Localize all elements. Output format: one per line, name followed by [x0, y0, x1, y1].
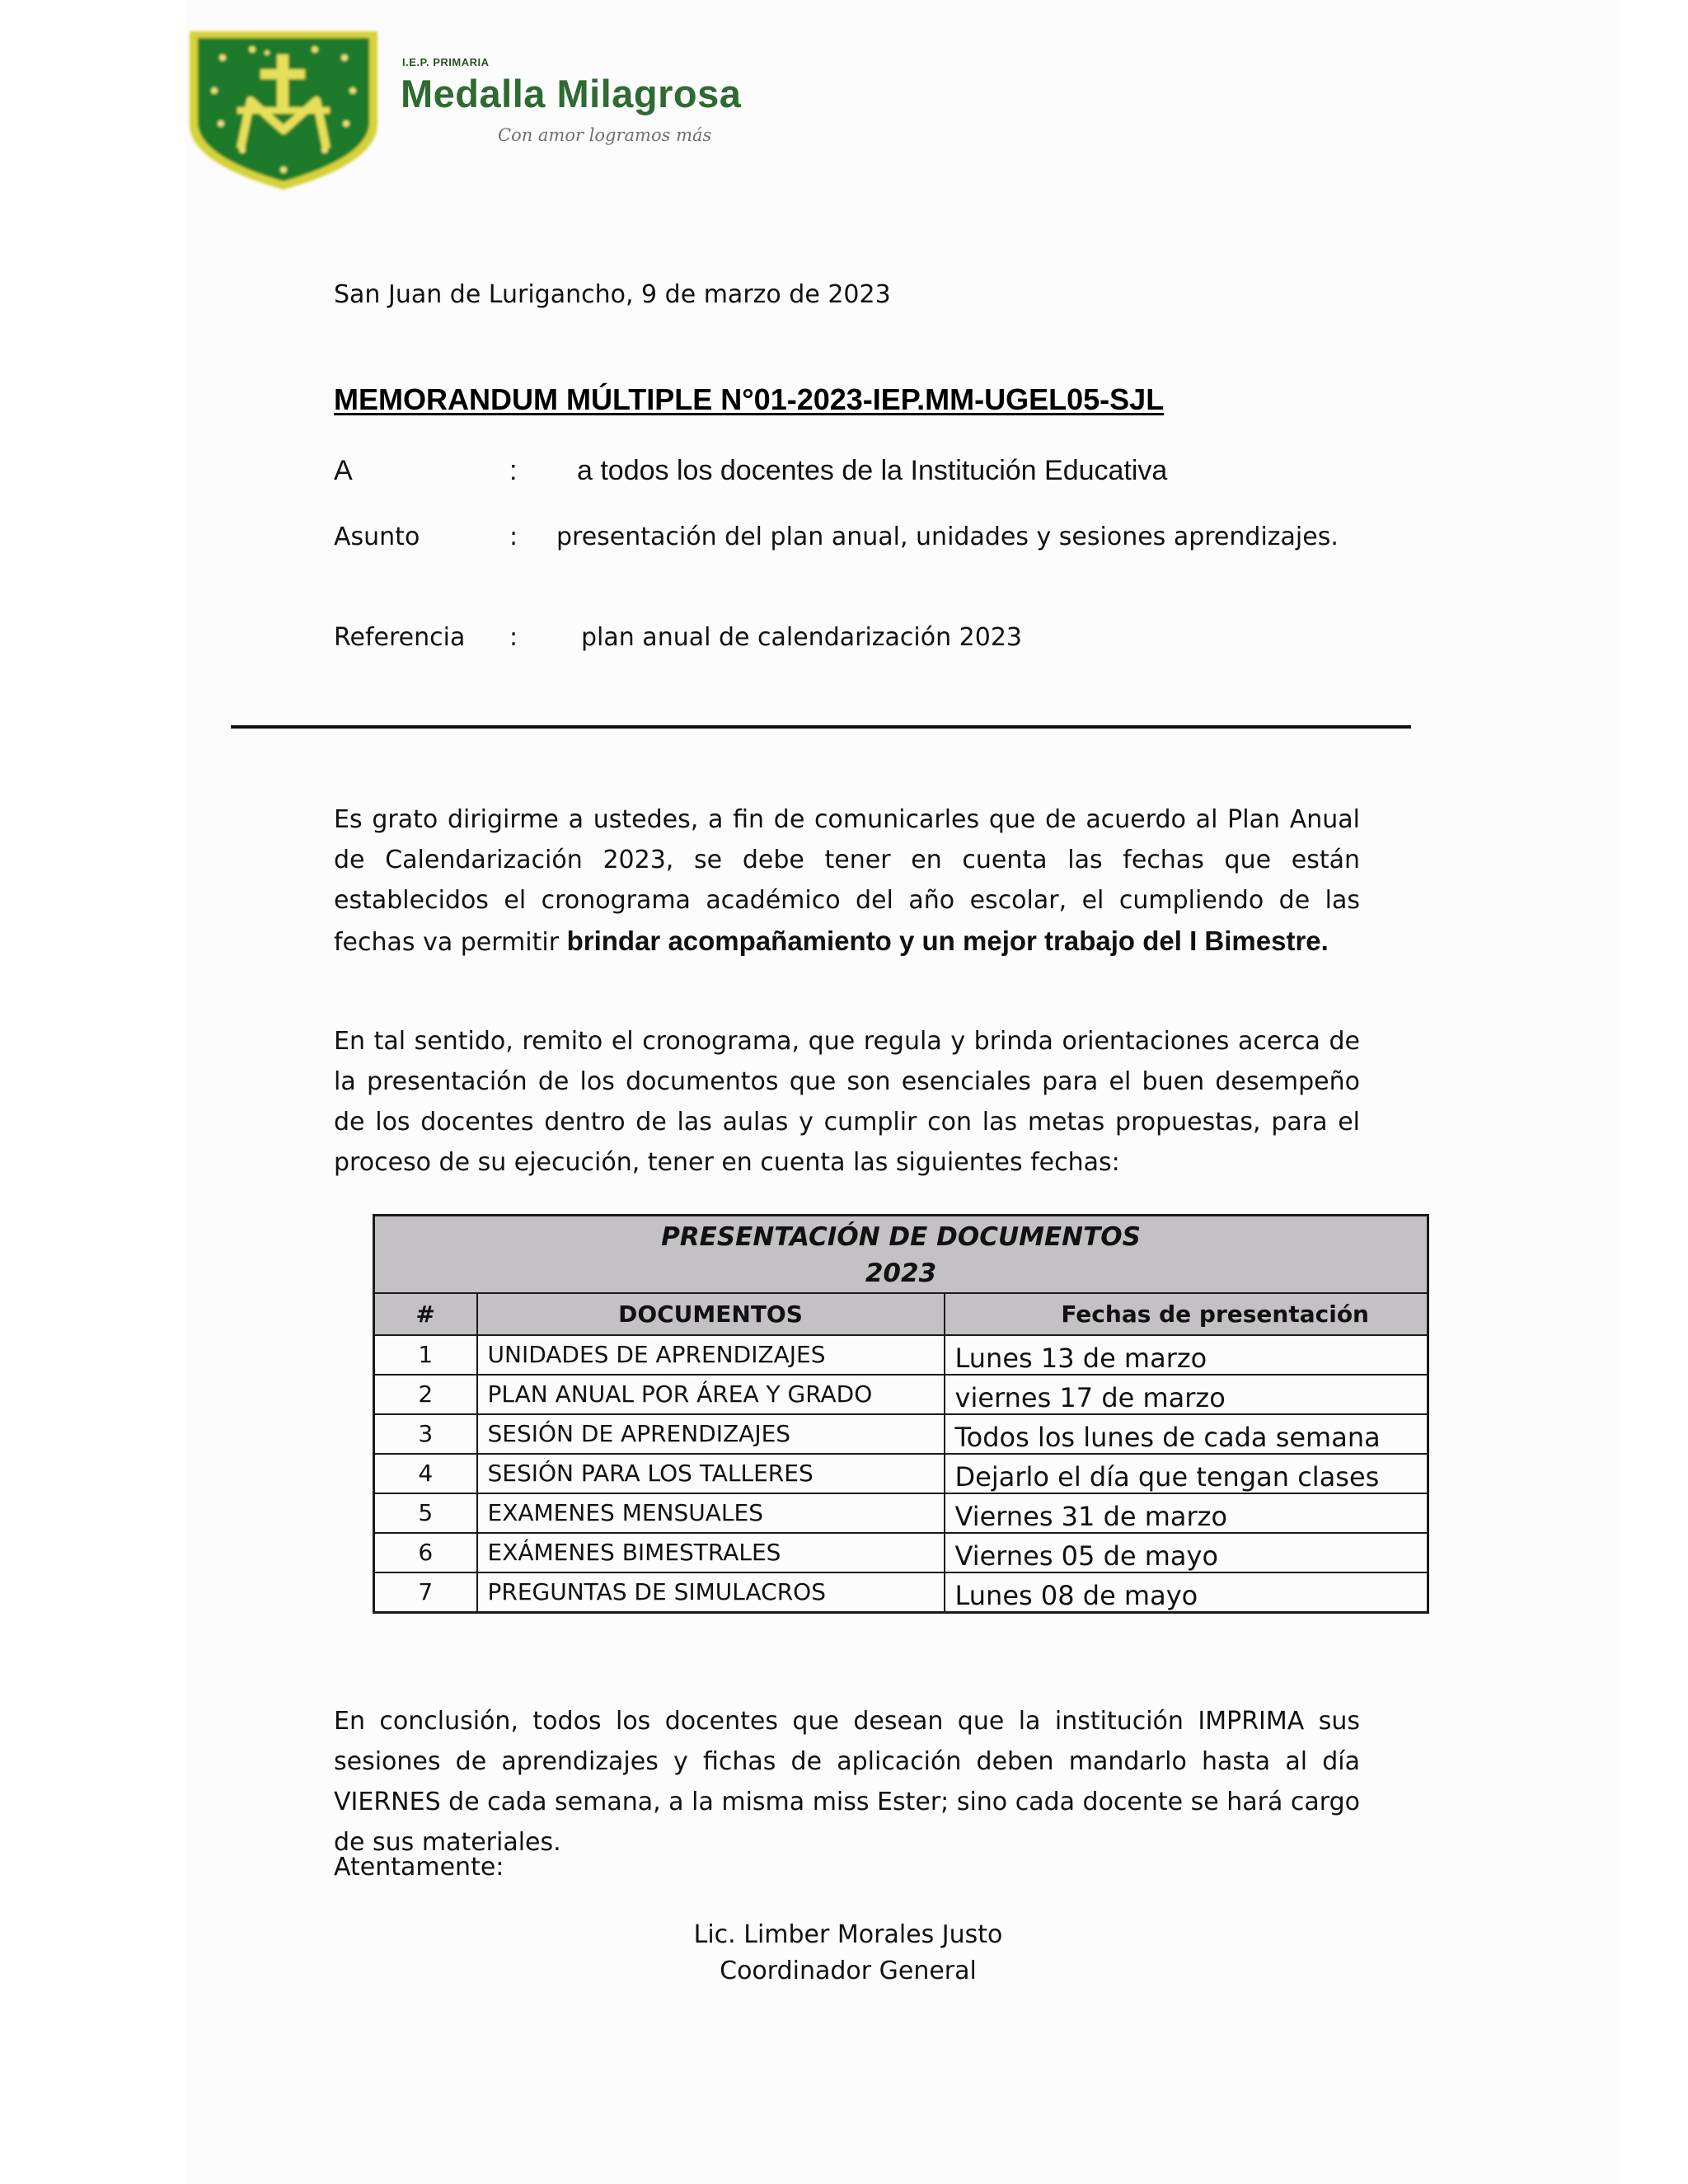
- row-number: 2: [374, 1375, 477, 1414]
- date-line: San Juan de Lurigancho, 9 de marzo de 2023: [334, 280, 891, 309]
- row-document: SESIÓN PARA LOS TALLERES: [477, 1454, 945, 1493]
- table-row: [374, 1533, 1428, 1572]
- row-number: 3: [374, 1414, 477, 1454]
- field-value-referencia: plan anual de calendarización 2023: [581, 623, 1023, 652]
- paragraph-schedule: En tal sentido, remito el cronograma, que regula y brinda orientaciones acerca de la presentación de los documentos que son esenciales para el buen desempeño de los docentes dentro de las aulas y cumplir con las metas propuestas, para el proceso de su ejecución, tener en cuenta las siguientes fechas:: [334, 1027, 1360, 1177]
- row-number: 5: [374, 1493, 477, 1533]
- school-motto: Con amor logramos más: [498, 125, 712, 145]
- paragraph-intro-bold: brindar acompañamiento y un mejor trabajo del I Bimestre.: [566, 926, 1329, 956]
- row-date: Lunes 13 de marzo: [945, 1335, 1428, 1375]
- closing-line: Atentamente:: [334, 1853, 504, 1882]
- row-date: Viernes 31 de marzo: [945, 1493, 1428, 1533]
- field-colon-asunto: :: [509, 523, 518, 551]
- table-row: [374, 1375, 1428, 1414]
- table-row: [374, 1454, 1428, 1493]
- row-document: EXAMENES MENSUALES: [477, 1493, 945, 1533]
- table-row: [374, 1493, 1428, 1533]
- table-title-line1: PRESENTACIÓN DE DOCUMENTOS: [661, 1221, 1141, 1252]
- field-label-asunto: Asunto: [334, 523, 420, 551]
- logo-subtitle: I.E.P. PRIMARIA: [402, 56, 490, 68]
- row-number: 7: [374, 1572, 477, 1613]
- row-document: UNIDADES DE APRENDIZAJES: [477, 1335, 945, 1375]
- table-row: [374, 1572, 1428, 1613]
- field-colon-a: :: [509, 455, 518, 486]
- column-header-documents: DOCUMENTOS: [477, 1293, 945, 1335]
- row-document: PLAN ANUAL POR ÁREA Y GRADO: [477, 1375, 945, 1414]
- field-label-referencia: Referencia: [334, 623, 466, 652]
- row-document: PREGUNTAS DE SIMULACROS: [477, 1572, 945, 1613]
- row-document: SESIÓN DE APRENDIZAJES: [477, 1414, 945, 1454]
- table-row: [374, 1335, 1428, 1375]
- paragraph-intro-text: Es grato dirigirme a ustedes, a fin de comunicarles que de acuerdo al Plan Anual de Calendarización 2023, se debe tener en cuenta las fechas que están establecidos el cronograma académico del año escolar, el cumpliendo de las fechas va permitir: [334, 805, 1360, 957]
- paragraph-conclusion: En conclusión, todos los docentes que desean que la institución IMPRIMA sus sesiones de aprendizajes y fichas de aplicación deben mandarlo hasta al día VIERNES de cada semana, a la misma miss Ester; sino cada docente se hará cargo de sus materiales.: [334, 1707, 1361, 1857]
- column-header-number: #: [374, 1293, 477, 1335]
- row-date: Dejarlo el día que tengan clases: [945, 1454, 1428, 1493]
- field-label-a: A: [334, 455, 353, 486]
- table-row: [374, 1414, 1428, 1454]
- paragraph-intro: [334, 799, 1360, 963]
- school-name: Medalla Milagrosa: [401, 72, 742, 115]
- table-title: [374, 1216, 1428, 1293]
- horizontal-rule: [231, 725, 1411, 729]
- table-header-row: [374, 1293, 1428, 1335]
- memo-title: MEMORANDUM MÚLTIPLE N°01-2023-IEP.MM-UGEL05-SJL: [334, 382, 1165, 416]
- field-value-a: a todos los docentes de la Institución Educativa: [577, 455, 1168, 486]
- signature-role: Coordinador General: [720, 1957, 977, 1985]
- table-title-line2: 2023: [865, 1258, 937, 1288]
- row-date: Lunes 08 de mayo: [945, 1572, 1428, 1613]
- row-date: Todos los lunes de cada semana: [945, 1414, 1428, 1454]
- row-number: 6: [374, 1533, 477, 1572]
- row-number: 4: [374, 1454, 477, 1493]
- signature-name: Lic. Limber Morales Justo: [693, 1920, 1003, 1949]
- documents-table: [373, 1214, 1429, 1614]
- row-number: 1: [374, 1335, 477, 1375]
- field-colon-referencia: :: [509, 623, 518, 652]
- row-date: viernes 17 de marzo: [945, 1375, 1428, 1414]
- field-value-asunto: presentación del plan anual, unidades y sesiones aprendizajes.: [556, 523, 1339, 551]
- table-title-row: [374, 1216, 1428, 1293]
- row-date: Viernes 05 de mayo: [945, 1533, 1428, 1572]
- column-header-dates: Fechas de presentación: [945, 1293, 1428, 1335]
- row-document: EXÁMENES BIMESTRALES: [477, 1533, 945, 1572]
- school-shield-logo: [185, 25, 382, 194]
